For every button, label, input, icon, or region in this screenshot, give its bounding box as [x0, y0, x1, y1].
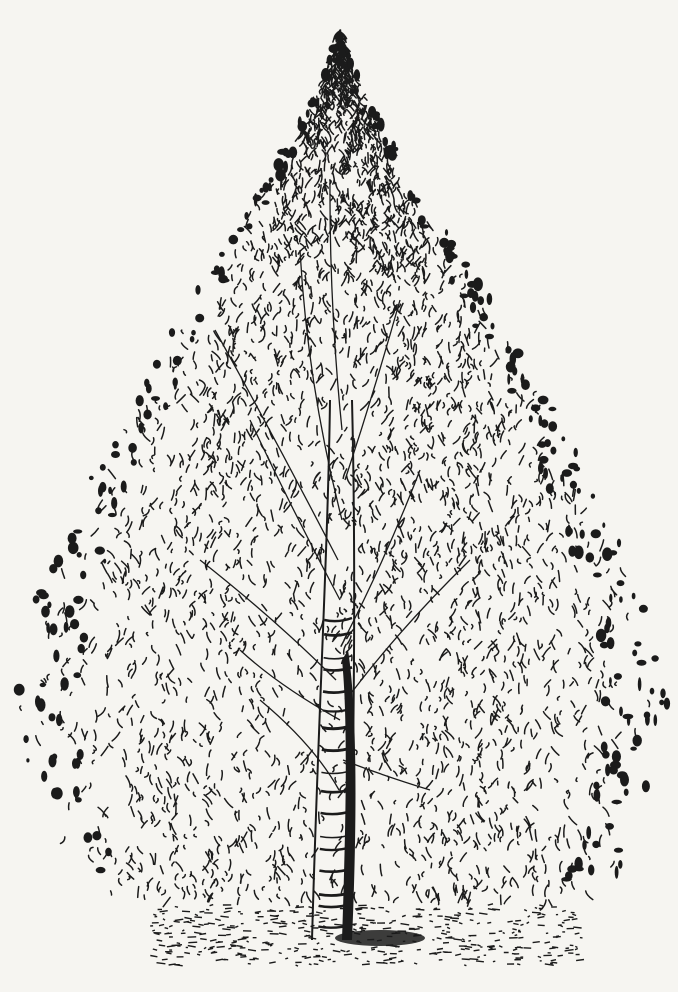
- foliage-blob: [411, 194, 415, 200]
- foliage-blob: [609, 767, 618, 775]
- foliage-blob: [39, 592, 49, 600]
- foliage-blob: [592, 841, 600, 848]
- foliage-blob: [591, 529, 601, 538]
- foliage-blob: [570, 481, 577, 489]
- foliage-blob: [548, 421, 557, 431]
- foliage-blob: [298, 121, 308, 132]
- foliage-blob: [347, 54, 351, 59]
- foliage-blob: [75, 797, 82, 802]
- foliage-blob: [68, 533, 77, 544]
- foliage-blob: [77, 749, 84, 760]
- foliage-blob: [103, 559, 106, 564]
- foliage-blob: [96, 867, 106, 873]
- foliage-blob: [105, 848, 112, 857]
- foliage-blob: [143, 410, 151, 420]
- foliage-blob: [449, 276, 455, 285]
- foliage-blob: [50, 623, 58, 635]
- foliage-blob: [538, 441, 547, 448]
- foliage-blob: [136, 395, 144, 406]
- foliage-blob: [73, 529, 82, 533]
- foliage-blob: [285, 150, 292, 158]
- foliage-blob: [602, 751, 610, 759]
- foliage-blob: [173, 356, 182, 366]
- foliage-blob: [639, 605, 648, 613]
- foliage-blob: [541, 419, 549, 428]
- foliage-blob: [169, 328, 175, 337]
- foliage-blob: [660, 688, 665, 698]
- foliage-blob: [591, 494, 595, 499]
- foliage-blob: [100, 464, 106, 471]
- foliage-blob: [485, 334, 494, 340]
- foliage-blob: [633, 735, 642, 747]
- foliage-blob: [461, 262, 470, 268]
- foliage-blob: [269, 177, 274, 183]
- foliage-blob: [52, 754, 57, 760]
- foliage-blob: [144, 379, 149, 388]
- foliage-blob: [618, 860, 622, 869]
- foliage-blob: [617, 539, 621, 548]
- foliage-blob: [64, 622, 69, 633]
- foliage-blob: [121, 481, 127, 493]
- foliage-blob: [95, 547, 105, 555]
- foliage-blob: [77, 552, 82, 558]
- foliage-blob: [73, 786, 80, 798]
- foliage-blob: [368, 106, 376, 118]
- foliage-blob: [487, 293, 493, 305]
- foliage-blob: [108, 487, 112, 494]
- foliage-blob: [327, 55, 333, 66]
- foliage-blob: [163, 402, 168, 410]
- foliage-blob: [577, 488, 581, 494]
- foliage-blob: [98, 485, 103, 497]
- foliage-blob: [619, 596, 623, 603]
- foliage-blob: [262, 200, 270, 205]
- foliage-blob: [507, 388, 516, 394]
- foliage-blob: [41, 771, 47, 782]
- foliage-blob: [229, 235, 239, 245]
- foliage-blob: [645, 713, 650, 726]
- foliage-blob: [108, 513, 117, 517]
- branch: [330, 180, 342, 430]
- foliage-blob: [623, 714, 634, 720]
- bark-mark: [324, 618, 352, 621]
- foliage-blob: [596, 629, 606, 642]
- foliage-blob: [46, 623, 50, 634]
- foliage-blob: [56, 714, 62, 726]
- foliage-blob: [602, 547, 612, 561]
- foliage-blob: [588, 865, 594, 876]
- foliage-blob: [151, 396, 160, 401]
- foliage-blob: [128, 443, 137, 453]
- foliage-blob: [507, 374, 510, 385]
- foliage-blob: [548, 407, 556, 411]
- foliage-blob: [52, 787, 63, 799]
- foliage-blob: [505, 346, 511, 354]
- ground-shadow: [150, 904, 584, 966]
- foliage-blob: [607, 637, 615, 649]
- foliage-blob: [219, 252, 225, 257]
- foliage-blob: [306, 109, 310, 117]
- foliage-blob: [630, 747, 637, 751]
- foliage-blob: [617, 771, 628, 779]
- foliage-blob: [546, 483, 554, 494]
- foliage-blob: [582, 840, 586, 850]
- foliage-blob: [324, 68, 328, 80]
- foliage-blob: [80, 571, 86, 579]
- foliage-blob: [543, 468, 548, 479]
- foliage-blob: [173, 378, 178, 387]
- branch: [215, 330, 338, 560]
- foliage-blob: [634, 641, 641, 646]
- foliage-blob: [609, 594, 612, 602]
- foliage-blob: [664, 698, 670, 710]
- foliage-blob: [347, 58, 354, 70]
- foliage-blob: [72, 758, 78, 769]
- foliage-blob: [531, 404, 541, 411]
- foliage-blob: [472, 324, 479, 329]
- foliage-blob: [40, 683, 46, 687]
- foliage-blob: [624, 789, 629, 796]
- foliage-blob: [247, 223, 253, 229]
- foliage-blob: [49, 564, 57, 573]
- foliage-blob: [111, 497, 117, 509]
- foliage-blob: [23, 735, 28, 743]
- foliage-blob: [521, 373, 525, 385]
- foliage-blob: [73, 672, 81, 678]
- foliage-blob: [418, 215, 426, 225]
- foliage-blob: [111, 451, 120, 458]
- foliage-blob: [388, 150, 397, 161]
- foliage-blob: [65, 605, 75, 618]
- foliage-blob: [574, 448, 578, 457]
- foliage-blob: [214, 265, 220, 272]
- foliage-blob: [650, 688, 655, 695]
- branch: [260, 700, 339, 790]
- foliage-blob: [602, 522, 605, 528]
- foliage-blob: [268, 182, 271, 191]
- foliage-blob: [538, 396, 549, 405]
- foliage-blob: [467, 288, 475, 298]
- foliage-blob: [354, 69, 360, 81]
- foliage-blob: [611, 800, 622, 804]
- foliage-blob: [529, 415, 533, 422]
- foliage-blob: [614, 848, 623, 853]
- foliage-blob: [253, 195, 262, 202]
- foliage-blob: [460, 294, 469, 299]
- foliage-blob: [244, 212, 248, 220]
- foliage-blob: [632, 650, 637, 657]
- foliage-blob: [80, 633, 88, 643]
- foliage-blob: [84, 832, 93, 843]
- foliage-blob: [593, 782, 599, 790]
- foliage-blob: [131, 459, 137, 466]
- foliage-blob: [153, 360, 161, 369]
- foliage-blob: [112, 441, 119, 448]
- foliage-blob: [470, 302, 476, 313]
- foliage-blob: [70, 619, 79, 629]
- foliage-blob: [220, 278, 230, 283]
- foliage-blob: [237, 227, 244, 232]
- foliage-blob: [561, 436, 565, 441]
- foliage-stroke-set: [20, 30, 650, 910]
- foliage-blob: [138, 423, 144, 434]
- foliage-blob: [586, 826, 591, 839]
- foliage-blob: [479, 313, 488, 321]
- foliage-blob: [477, 296, 484, 305]
- foliage-blob: [190, 336, 195, 342]
- foliage-blob: [573, 466, 580, 471]
- foliage-blob: [376, 121, 381, 127]
- foliage-blob: [14, 684, 25, 696]
- foliage-blob: [614, 673, 622, 680]
- foliage-blob: [420, 224, 429, 228]
- foliage-blob: [586, 552, 595, 562]
- foliage-blob: [491, 323, 495, 330]
- foliage-blob: [195, 314, 204, 323]
- foliage-blob: [310, 98, 318, 107]
- foliage-blob: [632, 593, 636, 600]
- foliage-blob: [594, 789, 601, 802]
- foliage-blob: [92, 831, 101, 840]
- foliage-blob: [60, 677, 68, 690]
- foliage-blob: [560, 475, 564, 482]
- foliage-blob: [95, 507, 102, 514]
- foliage-blob: [467, 281, 477, 288]
- foliage-blob: [615, 866, 619, 879]
- foliage-blob: [49, 713, 56, 721]
- foliage-blob: [73, 596, 83, 604]
- foliage-blob: [574, 857, 582, 871]
- foliage-blob: [78, 644, 85, 653]
- foliage-blob: [642, 780, 650, 792]
- foliage-blob: [259, 188, 263, 193]
- foliage-blob: [445, 229, 448, 236]
- foliage-strokes: [14, 30, 670, 910]
- foliage-blob: [659, 700, 664, 706]
- branch: [240, 650, 340, 720]
- foliage-blob: [617, 580, 625, 586]
- foliage-blob: [465, 270, 469, 279]
- foliage-blob: [35, 695, 41, 707]
- foliage-blob: [651, 655, 658, 661]
- foliage-blob: [275, 159, 281, 164]
- foliage-blob: [191, 330, 196, 336]
- foliage-blob: [47, 602, 51, 609]
- foliage-blob: [601, 742, 608, 753]
- foliage-blob: [606, 617, 612, 628]
- foliage-blob: [568, 546, 576, 557]
- foliage-blob: [26, 758, 29, 762]
- foliage-blob: [654, 714, 658, 726]
- foliage-blob: [605, 823, 614, 830]
- foliage-blob: [612, 750, 621, 762]
- foliage-blob: [330, 45, 338, 51]
- foliage-blob: [445, 250, 454, 263]
- foliage-blob: [550, 447, 556, 455]
- foliage-blob: [89, 476, 94, 480]
- foliage-blob: [605, 764, 610, 776]
- foliage-blob: [619, 707, 623, 717]
- foliage-blob: [195, 285, 200, 295]
- foliage-blob: [382, 137, 388, 147]
- foliage-blob: [345, 48, 349, 54]
- foliage-blob: [593, 573, 602, 578]
- foliage-blob: [601, 696, 610, 706]
- foliage-blob: [580, 530, 585, 539]
- foliage-blob: [538, 462, 544, 474]
- foliage-blob: [637, 660, 647, 666]
- foliage-blob: [506, 361, 516, 372]
- foliage-blob: [561, 877, 572, 882]
- foliage-blob: [565, 526, 572, 537]
- foliage-blob: [53, 650, 59, 663]
- foliage-blob: [33, 595, 40, 603]
- foliage-blob: [638, 677, 642, 691]
- branch: [300, 250, 342, 520]
